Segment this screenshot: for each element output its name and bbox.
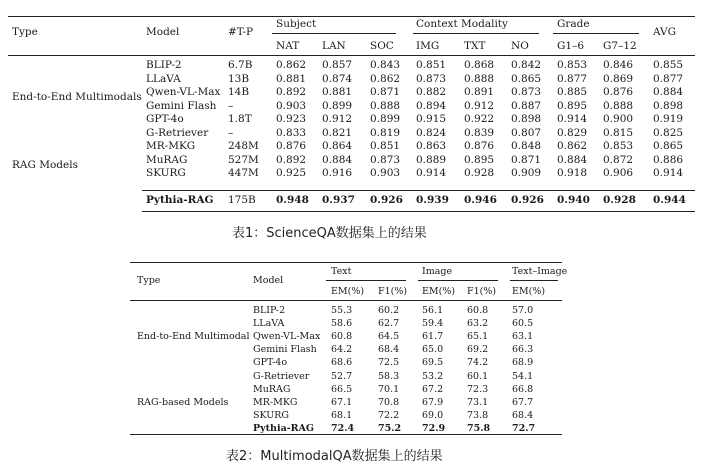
table1-header-type: Type: [12, 26, 38, 38]
table1-cell: 0.873: [511, 86, 542, 98]
table1-cell: 0.914: [416, 167, 447, 179]
table1-cell: 0.855: [653, 59, 684, 71]
table2-cell: 68.4: [378, 344, 400, 356]
table1-cell: 0.871: [511, 153, 542, 166]
table2-cell: 67.7: [512, 396, 534, 408]
table1-cell: 0.843: [370, 59, 401, 71]
table1-best-cell: 0.926: [370, 194, 403, 206]
table1-cell: 0.873: [416, 72, 447, 85]
table2-cell: 61.7: [422, 331, 444, 343]
table1-cell: 0.914: [653, 167, 684, 179]
table1-cell: 0.888: [464, 72, 495, 85]
table1-row-params: 13B: [228, 72, 250, 85]
table1-subheader: TXT: [464, 40, 486, 52]
table1-cell: 0.899: [370, 113, 401, 125]
table1-cell: 0.894: [416, 99, 447, 112]
table2-row-model: BLIP-2: [253, 305, 286, 316]
table1-cell: 0.865: [653, 140, 684, 152]
table2-cell: 68.6: [331, 357, 353, 369]
table1-header-avg: AVG: [653, 26, 677, 38]
table2-subheader: F1(%): [467, 286, 497, 297]
table1-cell: 0.863: [416, 140, 447, 152]
table1-cell: 0.865: [511, 72, 542, 85]
table2-cell: 68.4: [512, 409, 534, 421]
table1-cell: 0.876: [276, 140, 307, 152]
table2-cell: 66.8: [512, 383, 534, 395]
table2-cell: 54.1: [512, 370, 534, 382]
table2-cell: 70.1: [378, 383, 400, 395]
table2-cell: 55.3: [331, 305, 353, 316]
table1-end-rule: [142, 211, 695, 212]
table1-cell: 0.873: [370, 153, 401, 166]
table2-cell: 66.5: [331, 383, 353, 395]
table1-cell: 0.853: [603, 140, 634, 152]
table1-row-params: 6.7B: [228, 59, 253, 71]
table1-header-subject: Subject: [276, 18, 317, 30]
table1-cell: 0.821: [322, 126, 353, 139]
table1-cell: 0.885: [557, 86, 588, 98]
table1-header-grade: Grade: [557, 18, 590, 30]
table1-cell: 0.888: [370, 99, 401, 112]
table2-cell: 68.9: [512, 357, 534, 369]
table2-best-cell: 72.4: [331, 422, 355, 434]
table2-best-model: Pythia-RAG: [253, 422, 315, 434]
table2-subheader: EM(%): [331, 286, 365, 297]
table1-best-cell: 0.940: [557, 194, 590, 206]
table2-textimage-rule: [510, 280, 558, 281]
table1-subheader: IMG: [416, 40, 440, 52]
table2-bottom-rule: [130, 434, 562, 435]
table2-cell: 60.5: [512, 318, 534, 330]
table2-cell: 62.7: [378, 318, 400, 330]
table1-cell: 0.839: [464, 126, 495, 139]
table1-best-cell: 0.944: [653, 194, 686, 206]
table2-header-text-image: Text–Image: [512, 266, 568, 277]
table1-row-params: 527M: [228, 153, 259, 166]
table2-cell: 69.5: [422, 357, 444, 369]
table1-cell: 0.895: [557, 99, 588, 112]
table2-row-model: GPT-4o: [253, 357, 288, 369]
table1-cell: 0.912: [464, 99, 495, 112]
table2-subheader: F1(%): [378, 286, 408, 297]
table2-header-image: Image: [422, 266, 453, 277]
table1-row-params: 447M: [228, 167, 259, 179]
table1-cell: 0.889: [416, 153, 447, 166]
table1-cell: 0.925: [276, 167, 307, 179]
table2-caption: 表2：MultimodalQA数据集上的结果: [226, 449, 443, 464]
table1-cell: 0.919: [653, 113, 684, 125]
table2-row-model: Qwen-VL-Max: [253, 331, 321, 343]
table1-cell: 0.881: [322, 86, 353, 98]
table2-cell: 60.8: [467, 305, 489, 316]
table2-cell: 72.3: [467, 383, 489, 395]
table2-cell: 64.5: [378, 331, 400, 343]
table2-best-cell: 72.7: [512, 422, 536, 434]
table1-best-model: Pythia-RAG: [146, 194, 214, 206]
table2-subheader: EM(%): [422, 286, 456, 297]
table1-subheader: G7–12: [603, 40, 637, 52]
table1-subheader: NAT: [276, 40, 300, 52]
table2-subheader: EM(%): [512, 286, 546, 297]
table1-best-cell: 0.948: [276, 194, 309, 206]
table1-cell: 0.857: [322, 59, 353, 71]
table2-cell: 66.3: [512, 344, 534, 356]
table1-cell: 0.842: [511, 59, 542, 71]
table1-cell: 0.892: [276, 86, 307, 98]
table2-cell: 58.6: [331, 318, 353, 330]
table2-cell: 65.1: [467, 331, 489, 343]
table2-group-label: End-to-End Multimodal: [137, 331, 250, 342]
table1-subheader: SOC: [370, 40, 394, 52]
table1-row-params: –: [228, 126, 234, 139]
table2-cell: 67.9: [422, 396, 444, 408]
table1-header-model: Model: [146, 26, 180, 38]
table1-cell: 0.819: [370, 126, 401, 139]
table1-cell: 0.918: [557, 167, 588, 179]
table1-cell: 0.824: [416, 126, 447, 139]
table2-row-model: Gemini Flash: [253, 344, 317, 356]
table2-row-model: LLaVA: [253, 318, 285, 330]
table1-cell: 0.906: [603, 167, 634, 179]
table2-cell: 57.0: [512, 305, 534, 316]
table1-best-cell: 0.937: [322, 194, 355, 206]
table1-cell: 0.871: [370, 86, 401, 98]
table1-best-cell: 0.939: [416, 194, 449, 206]
table2-cell: 67.2: [422, 383, 444, 395]
table1-cell: 0.829: [557, 126, 588, 139]
table1-cell: 0.868: [464, 59, 495, 71]
table2-cell: 63.1: [512, 331, 534, 343]
table2-cell: 65.0: [422, 344, 444, 356]
table1-cell: 0.833: [276, 126, 307, 139]
table1-subject-rule: [272, 33, 396, 34]
table1-cell: 0.884: [653, 86, 684, 98]
table1-row-model: Gemini Flash: [146, 99, 217, 112]
table1-cell: 0.825: [653, 126, 684, 139]
table2-best-cell: 75.2: [378, 422, 402, 434]
table1-row-params: –: [228, 99, 234, 112]
table2-cell: 67.1: [331, 396, 353, 408]
table1-cell: 0.916: [322, 167, 353, 179]
table2-cell: 72.5: [378, 357, 400, 369]
table1-subheader: LAN: [322, 40, 346, 52]
table1-cell: 0.887: [511, 99, 542, 112]
table1-cell: 0.892: [276, 153, 307, 166]
table1-cell: 0.895: [464, 153, 495, 166]
table1-header-rule: [8, 55, 695, 56]
table1-best-cell: 0.946: [464, 194, 497, 206]
table1-cell: 0.872: [603, 153, 634, 166]
table1-row-model: G-Retriever: [146, 126, 209, 139]
table2-cell: 69.2: [467, 344, 489, 356]
table1-cell: 0.864: [322, 140, 353, 152]
table1-best-cell: 0.928: [603, 194, 636, 206]
table1-cell: 0.876: [464, 140, 495, 152]
table1-row-model: MR-MKG: [146, 140, 196, 152]
table1-cell: 0.876: [603, 86, 634, 98]
table1-group-label: RAG Models: [12, 159, 78, 171]
table2-cell: 64.2: [331, 344, 353, 356]
table2-group-label: RAG-based Models: [137, 397, 229, 408]
table1-cell: 0.886: [653, 153, 684, 166]
table1-cell: 0.912: [322, 113, 353, 125]
table2-cell: 53.2: [422, 370, 444, 382]
table2-best-cell: 72.9: [422, 422, 446, 434]
table1-subheader: NO: [511, 40, 529, 52]
table1-cell: 0.874: [322, 72, 353, 85]
table2-cell: 63.2: [467, 318, 489, 330]
table1-row-model: MuRAG: [146, 153, 188, 166]
table1-cell: 0.862: [276, 59, 307, 71]
table1-cell: 0.846: [603, 59, 634, 71]
table1-cell: 0.899: [322, 99, 353, 112]
table1-row-model: Qwen-VL-Max: [146, 86, 221, 98]
table2-cell: 52.7: [331, 370, 353, 382]
table2-cell: 60.8: [331, 331, 353, 343]
table2-row-model: SKURG: [253, 409, 290, 421]
table1-cell: 0.909: [511, 167, 542, 179]
table1-cell: 0.862: [557, 140, 588, 152]
table2-cell: 69.0: [422, 409, 444, 421]
table1-cell: 0.882: [416, 86, 447, 98]
table2-text-rule: [326, 280, 406, 281]
table2-header-type: Type: [137, 275, 161, 286]
table1-cell: 0.851: [416, 59, 447, 71]
table1-bottom-rule: [142, 190, 695, 191]
table1-context-rule: [413, 33, 539, 34]
table1-row-model: GPT-4o: [146, 113, 184, 125]
table1-cell: 0.922: [464, 113, 495, 125]
table1-cell: 0.903: [370, 167, 401, 179]
table1-cell: 0.888: [603, 99, 634, 112]
table1-best-params: 175B: [228, 194, 256, 206]
table1-header-context: Context Modality: [416, 18, 508, 30]
table2-header-text: Text: [331, 266, 352, 277]
table2-cell: 59.4: [422, 318, 444, 330]
table2-image-rule: [418, 280, 498, 281]
table1-cell: 0.898: [653, 99, 684, 112]
table1-cell: 0.884: [322, 153, 353, 166]
table2-best-cell: 75.8: [467, 422, 491, 434]
table1-subheader: G1–6: [557, 40, 584, 52]
table1-row-params: 248M: [228, 140, 259, 152]
table2-cell: 60.2: [378, 305, 400, 316]
table1-cell: 0.853: [557, 59, 588, 71]
table1-cell: 0.884: [557, 153, 588, 166]
table1-cell: 0.869: [603, 72, 634, 85]
table1-cell: 0.903: [276, 99, 307, 112]
table2-cell: 68.1: [331, 409, 353, 421]
table2-cell: 73.1: [467, 396, 489, 408]
table1-group-label: End-to-End Multimodals: [12, 91, 142, 103]
table2-header-rule: [130, 300, 562, 301]
table1-cell: 0.815: [603, 126, 634, 139]
table1-header-tp: #T-P: [228, 26, 254, 38]
table2-cell: 73.8: [467, 409, 489, 421]
table1-cell: 0.877: [653, 72, 684, 85]
table1-row-params: 1.8T: [228, 113, 252, 125]
table1-cell: 0.914: [557, 113, 588, 125]
table2-cell: 74.2: [467, 357, 489, 369]
table1-top-rule: [8, 16, 695, 17]
table1-row-model: SKURG: [146, 167, 186, 179]
table2-header-model: Model: [253, 275, 284, 286]
table1-cell: 0.848: [511, 140, 542, 152]
table1-cell: 0.923: [276, 113, 307, 125]
table2-row-model: G-Retriever: [253, 370, 310, 382]
table1-cell: 0.900: [603, 113, 634, 125]
table2-cell: 58.3: [378, 370, 400, 382]
table1-cell: 0.898: [511, 113, 542, 125]
table1-cell: 0.807: [511, 126, 542, 139]
table1-cell: 0.881: [276, 72, 307, 85]
table1-cell: 0.928: [464, 167, 495, 179]
table2-cell: 72.2: [378, 409, 400, 421]
table1-row-model: LLaVA: [146, 72, 181, 85]
table2-row-model: MuRAG: [253, 383, 291, 395]
table2-top-rule: [130, 262, 562, 263]
table1-grade-rule: [553, 33, 639, 34]
table2-cell: 70.8: [378, 396, 400, 408]
table1-cell: 0.851: [370, 140, 401, 152]
table2-cell: 60.1: [467, 370, 489, 382]
table1-cell: 0.891: [464, 86, 495, 98]
table1-best-cell: 0.926: [511, 194, 544, 206]
table1-caption: 表1：ScienceQA数据集上的结果: [232, 226, 427, 241]
table1-cell: 0.915: [416, 113, 447, 125]
table1-row-model: BLIP-2: [146, 59, 182, 71]
table1-cell: 0.877: [557, 72, 588, 85]
table2-cell: 56.1: [422, 305, 444, 316]
table1-row-params: 14B: [228, 86, 250, 98]
table2-row-model: MR-MKG: [253, 396, 298, 408]
table1-cell: 0.862: [370, 72, 401, 85]
